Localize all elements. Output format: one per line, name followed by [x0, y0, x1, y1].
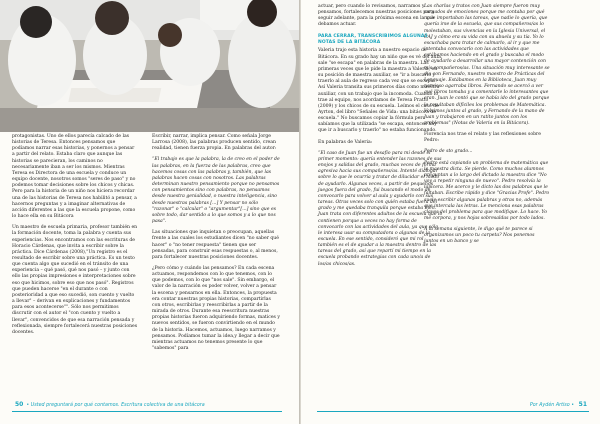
footer-rule — [12, 411, 282, 412]
left-column-1 — [12, 134, 138, 341]
paragraph: Las situaciones que inquietan o preocupan, aquellas frente a las cuales los estudiantes dicen "no saber qué hacer" o "no tener respuesta" tienen que ser pensadas, para construir esas respuestas o, al menos, para fortalecer nuestras posiciones docentes. — [152, 230, 279, 260]
block-quote: Pedro está copiando un problema de matemática que la maestra dicta. Se pierde. Como muchos alumnos preguntan a lo largo del dictado la maestra dice "No voy a repetir ninguna de nuevo". Pedro resolvía la lapicera. Me acerco y le dicto las dos palabras que le faltaban. Escribe rápido y dice "Gracias Profe". Pedro suele escribir algunas palabras y otras no, además que intercala las letras. Le menciona esas palabras claves del problema para que modifique. Lo hace. Yo me corpora, y nos hojas sobresaldas por todo lados. — [424, 160, 550, 221]
right-column-2 — [424, 4, 550, 251]
left-page — [0, 0, 299, 424]
quote-intro: Pedro de sto grado... — [424, 149, 473, 155]
page-number: 50 — [15, 401, 24, 408]
block-quote: A la semana siguiente, le digo qué te parece si organizamos un poco tu carpeta? Nos ponemos juntos en un banco y se — [424, 227, 535, 245]
left-footer: 50 • Usted preguntará por qué contamos. Escritura colectiva de una bitácora — [15, 401, 205, 408]
footer-rule — [317, 411, 589, 412]
students-photo — [0, 0, 299, 132]
right-page — [301, 0, 600, 424]
section-heading: PARA CERRAR, TRANSCRIBIMOS ALGUNAS NOTAS DE LA BITÁCORA — [318, 33, 428, 45]
paragraph: ¿Pero cómo y cuándo las pensamos? En cada escena actuamos, respondemos con lo que tenemos, con lo que podemos, con lo que "nos sale". Sin embargo, el valor de la narración es poder volver, volver a pensar la escena y pensarnos en ella. Entonces, la propuesta era contar nuestras propias historias, compartirlas con otros, escribirlas y reescribirlas a partir de la mirada de otros. Durante esa reescritura nuestras propias historias fueron adquiriendo formas, matices y nuevos sentidos, se fueron convirtiendo en el mundo de la historia. Hacemos, actuamos, luego narramos y pensamos. Podíamos tumar la idea,y llegar a decir que mientras actuamos no tenemos presente lo que "sabemos" para — [152, 265, 280, 351]
paragraph: Un maestro de escuela primaria, profesor también en la formación docente, toma la palabra y cuenta sus experiencias. Nos encontramos con las escrituras de Horacio Cárdenas, que invita a escribir sobre la práctica. Dice Cárdenas (2008),"Un registro es el resultado de escribir sobre una práctica. Es un texto que cuenta algo que sucedió en el tránsito de una experiencia – qué pasó, qué nos pasó – y junto con ello las propias impresiones e interpretaciones sobre eso que hicimos, sobre eso que nos pasó". Registros que pueden hacerse "en el durante o con posterioridad a que eso sucedió, son cuento y vuelto a llevar" – derivan en explicaciones y fundamentos para esos acontecerse"". Sólo nos permitimos discrutir con el autor el "con cuento y vuelto a llevar", convencidos de que esa narración pensada y reflexionada, siempre fortalecerá nuestras posiciones docentes. — [12, 225, 138, 335]
paragraph: Valeria trajo esta historia a nuestro espacio de Bitácora. En su grado hay un niño que es vé del aula, sale "se escapa" en palabras de la maestra. Las primeras veces que le pide la maestra a Valeria, en su posición de maestra auxiliar, se "ir a buscarlo y traerlo al aula de regreso cada vez que se escapa". Así Valeria transita sus primeros días como maestra auxiliar, con un trabajo que la incomoda. Cuando lo trae al equipo, nos acordamos de Teresa Pratto (2009) y los chicos de su escuela. Leímos el caso de Ayrton, del libro "Señales de Vida: una bitácora de escuela." No buscamos copiar la fórmula pero sabíamos que la utilizada "se escapa, entonces hay que ir a buscarlo y traerlo" no estaba funcionando. — [318, 48, 443, 134]
author-credit: Por Aydén Artiso — [529, 403, 570, 408]
paragraph: Florencia nos trae el relato y las reflexiones sobre Pedro: — [424, 132, 541, 144]
block-quote: “El caso de Juan fue un desafío para mí desde el primer momento: quería entender las razones de sus enojos y salidas del grado, muchas veces de forma agresiva hacia sus compañeros/as. Intenté dialogar sobre lo que le ocurría y tratar de dilucidar el modo de ayudarlo. Algunas veces, a partir de pequeños juegos fuera del grado, fui buscando el modo de convocarlo para volver al aula y ayudarlo con sus tareas. Otras veces solo con quién estaba fuera del grado y me quedaba tranquila porque estaba bien. Juan trata con diferentes adultos de la escuela que lo contienen porque a veces no hay forma de convocarlo con las actividades del aula, ya que sólo le interesa usar su computadora o algunas de la escuela. En ese sentido, consideró que mi rol también es el de ayudar a la maestra dentro de las tareas del grado, así que repartí mi tiempo en la escuela probando estrategias con cada uno/a de los/as chicos/as. — [318, 150, 443, 267]
paragraph: protagonistas. Uno de ellos parecía calcado de las historias de Teresa. Entonces pensamos que podíamos narrar esas historias, y ponernos a pensar a partir del relato. Estaba claro que aunque las historias se parecieran, los caminos no necesariamente iban a ser los mismos. Mientras Teresa es Directora de una escuela y conduce un equipo docente, nosotros somos "seres de paso" y no podemos tomar decisiones sobre los chicos y chicas. Pero para la historia de un niño nos hiciera recordar una de las historias de Teresa nos habilitó a pensar, a hacernos preguntas y a imaginar alternativas de acción diferentes a las que la escuela propone, como lo hace ella en su Bitácora — [12, 134, 137, 220]
block-quote: Las charlas y tratos con Juan siempre fueron muy cargados de emociones porque me contaba por qué no le importaban las tareas, que nadie lo quería, que quería irse de la escuela, que sus compañeros/as lo molestaban, sus vivencias en la Iglesia Universal, el CAJ y cómo era su vida con su abuela y su tía. Yo lo escuchaba para tratar de calmarlo, al ir y que me intentaba convocarlo con las actividades que estábamos haciendo en el grado y buscaba el modo de ayudarlo a desarrollar una mayor contención con mis compañeros/as. Una situación muy interesante se dio con Fernando, nuestro maestro de Prácticas del Lenguaje. Estábamos en la Biblioteca, Juan muy nervioso agarraba libros. Fernando se acercó a ver qué libros tomaba y a comentarle lo interesantes que eran. Juan le contó que se había ido del grado porque le resultaban difíciles los problemas de Matemática. Volvimos juntos al grado, y Fernando de la mano de Juan y trabajaron en un ratito juntos con los problemas" (Notas de Valeria en la Bitácora). — [424, 4, 550, 126]
page-number: 51 — [578, 401, 587, 408]
paragraph: Escribir, narrar, implica pensar. Como señala Jorge Larrosa (2008), las palabras producen sentido, crean realidad, tienen fuerza propia. En palabras del autor: — [152, 134, 277, 152]
photo-illustration — [0, 0, 299, 132]
block-quote: “El trabajo es que la palabra, la de creo en el poder de las palabras, en la fuerza de las palabras, creo que hacemos cosas con las palabras y, también, que las palabras hacen cosas con nosotros. Las palabras determinan nuestro pensamiento porque no pensamos con pensamientos sino con palabras, no pensamos desde nuestra genialidad, o nuestra inteligencia, sino desde nuestras palabras [...] Y pensar no sólo "razonar" o "calcular" o "argumentar"[...] sino que es sobre todo, dar sentido a lo que somos y a lo que nos pasa". — [152, 157, 280, 225]
right-footer: Por Aydén Artiso • 51 — [529, 401, 587, 408]
left-column-2 — [152, 134, 280, 357]
running-title: Usted preguntará por qué contamos. Escritura colectiva de una bitácora — [30, 403, 205, 408]
paragraph: actuar, pero cuando lo revisamos, narramos y pensamos, fortalecemos nuestras posiciones para seguir adelante, para la próxima escena en la que debamos actuar. — [318, 4, 435, 28]
paragraph: En palabras de Valeria: — [318, 139, 373, 145]
